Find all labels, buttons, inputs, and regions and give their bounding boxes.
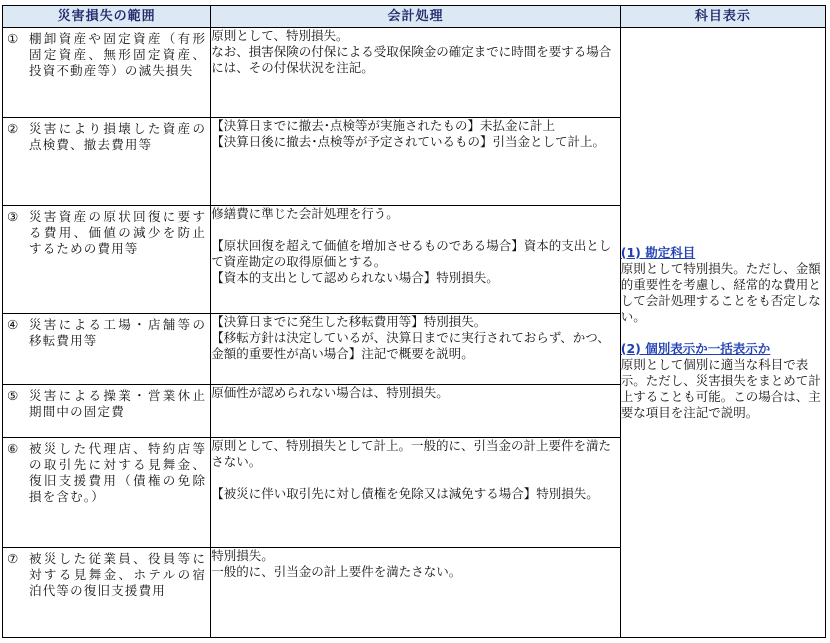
accounting-line [211, 222, 619, 238]
accounting-cell [211, 548, 620, 638]
accounting-line: 【資本的支出として認められない場合】特別損失。 [211, 270, 499, 285]
accounting-line: 特別損失。 [211, 548, 274, 563]
disaster-loss-table [2, 5, 826, 638]
row-number: ③ [7, 209, 19, 224]
accounting-cell [211, 385, 620, 438]
scope-wrapper [3, 206, 210, 257]
accounting-line: なお、損害保険の付保による受取保険金の確定までに時間を要する場合には、その付保状況を注記。 [211, 44, 612, 75]
accounting-line: 【決算日までに発生した移転費用等】特別損失。 [211, 314, 487, 329]
accounting-line: 原則として、特別損失として計上。一般的に、引当金の計上要件を満たさない。 [211, 438, 612, 469]
scope-text: 災害による工場・店舗等の移転費用等 [29, 317, 207, 348]
scope-wrapper [3, 548, 210, 599]
scope-wrapper [3, 385, 210, 420]
accounting-cell [211, 206, 620, 314]
row-number: ② [7, 121, 19, 136]
accounting-line: 原価性が認められない場合は、特別損失。 [211, 385, 449, 400]
row-number: ⑤ [7, 388, 19, 403]
table-body [3, 28, 826, 638]
scope-cell [3, 548, 211, 638]
scope-text: 災害による操業・営業休止期間中の固定費 [29, 388, 207, 419]
display-body-account: 原則として特別損失。ただし、金額的重要性を考慮し、経常的な費用として会計処理することをも否定しない。 [620, 260, 821, 324]
row-number: ① [7, 31, 19, 46]
accounting-line: 【原状回復を超えて価値を増加させるものである場合】資本的支出として資産勘定の取得原価とする。 [211, 238, 612, 269]
display-heading-account: (1) 勘定科目 [620, 244, 696, 260]
scope-text: 棚卸資産や固定資産（有形固定資産、無形固定資産、投資不動産等）の滅失損失 [29, 31, 207, 78]
accounting-cell [211, 118, 620, 206]
accounting-line: 【被災に伴い取引先に対し債権を免除又は減免する場合】特別損失。 [211, 486, 599, 501]
accounting-line: 【決算日までに撤去･点検等が実施されたもの】未払金に計上 [211, 118, 556, 133]
header-row [3, 6, 826, 28]
accounting-line [211, 470, 619, 486]
accounting-line: 一般的に、引当金の計上要件を満たさない。 [211, 564, 462, 579]
scope-wrapper [3, 118, 210, 153]
accounting-cell [211, 314, 620, 385]
header-scope: 災害損失の範囲 [3, 6, 211, 28]
accounting-line: 【移転方針は決定しているが、決算日までに実行されておらず、かつ、金額的重要性が高い場合】注記で概要を説明。 [211, 330, 610, 361]
table-row [3, 28, 826, 118]
scope-text: 被災した代理店、特約店等の取引先に対する見舞金、復旧支援費用（債権の免除損を含む。） [29, 441, 207, 504]
header-display: 科目表示 [620, 6, 825, 28]
spacer [621, 325, 825, 341]
scope-wrapper [3, 438, 210, 505]
accounting-cell [211, 28, 620, 118]
header-accounting: 会計処理 [211, 6, 620, 28]
scope-wrapper [3, 314, 210, 349]
accounting-cell [211, 438, 620, 548]
scope-cell [3, 438, 211, 548]
row-number: ⑦ [7, 551, 19, 566]
accounting-line: 修繕費に準じた会計処理を行う。 [211, 206, 399, 221]
scope-cell [3, 385, 211, 438]
scope-text: 災害資産の原状回復に要する費用、価値の減少を防止するための費用等 [29, 209, 207, 256]
accounting-line: 【決算日後に撤去･点検等が予定されているもの】引当金として計上。 [211, 134, 606, 149]
scope-cell [3, 206, 211, 314]
display-heading-presentation: (2) 個別表示か一括表示か [620, 340, 771, 356]
display-cell [620, 28, 825, 638]
scope-text: 被災した従業員、役員等に対する見舞金、ホテルの宿泊代等の復旧支援費用 [29, 551, 207, 598]
row-number: ⑥ [7, 441, 19, 456]
display-body-presentation: 原則として個別に適当な科目で表示。ただし、災害損失をまとめて計上することも可能。この場合は、主要な項目を注記で説明。 [620, 356, 821, 420]
scope-cell [3, 314, 211, 385]
accounting-line: 原則として、特別損失。 [211, 28, 349, 43]
scope-cell [3, 118, 211, 206]
scope-cell [3, 28, 211, 118]
scope-text: 災害により損壊した資産の点検費、撤去費用等 [29, 121, 207, 152]
display-content [621, 245, 825, 421]
scope-wrapper [3, 28, 210, 79]
row-number: ④ [7, 317, 19, 332]
